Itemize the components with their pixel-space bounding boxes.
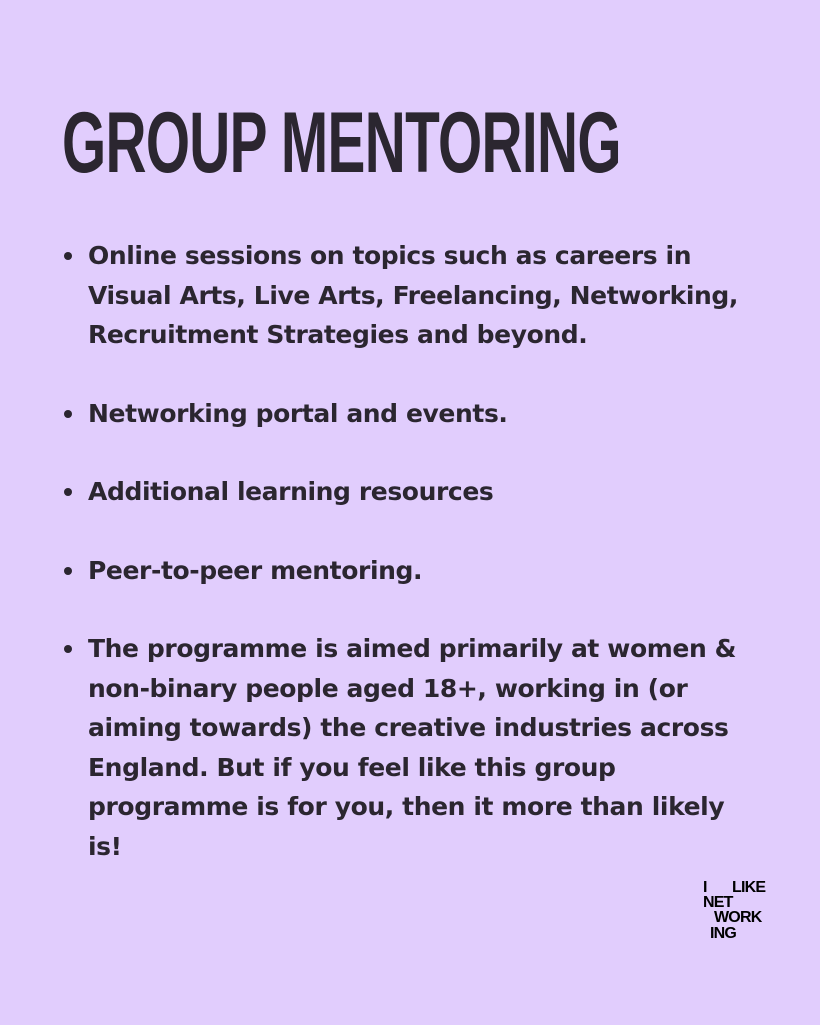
bullet-list [62,236,762,905]
list-item-text: The programme is aimed primarily at women & non-binary people aged 18+, working in (or aiming towards) the creative industries across England. But if you feel like this group programme is for you, then it more than likely is! [88,634,737,861]
brand-logo [703,880,783,946]
bullet-dot-icon [64,252,72,260]
bullet-dot-icon [64,567,72,575]
list-item [62,236,762,355]
list-item-text: Peer-to-peer mentoring. [88,555,423,585]
list-item [62,472,762,512]
page-title: GROUP MENTORING [62,95,621,191]
list-item [62,629,762,866]
list-item-text: Online sessions on topics such as careers in Visual Arts, Live Arts, Freelancing, Networking, Recruitment Strategies and beyond. [88,241,739,349]
logo-line-3: WORK [714,909,762,926]
logo-line-4: ING [710,925,737,942]
bullet-dot-icon [64,488,72,496]
bullet-dot-icon [64,410,72,418]
list-item-text: Additional learning resources [88,477,494,506]
logo-line-2: NET [703,894,733,911]
list-item [62,551,762,591]
list-item-text: Networking portal and events. [88,398,508,428]
list-item [62,394,762,434]
bullet-dot-icon [64,645,72,653]
logo-line-1-right: LIKE [732,879,766,896]
logo-line-1-left: I [703,879,707,896]
